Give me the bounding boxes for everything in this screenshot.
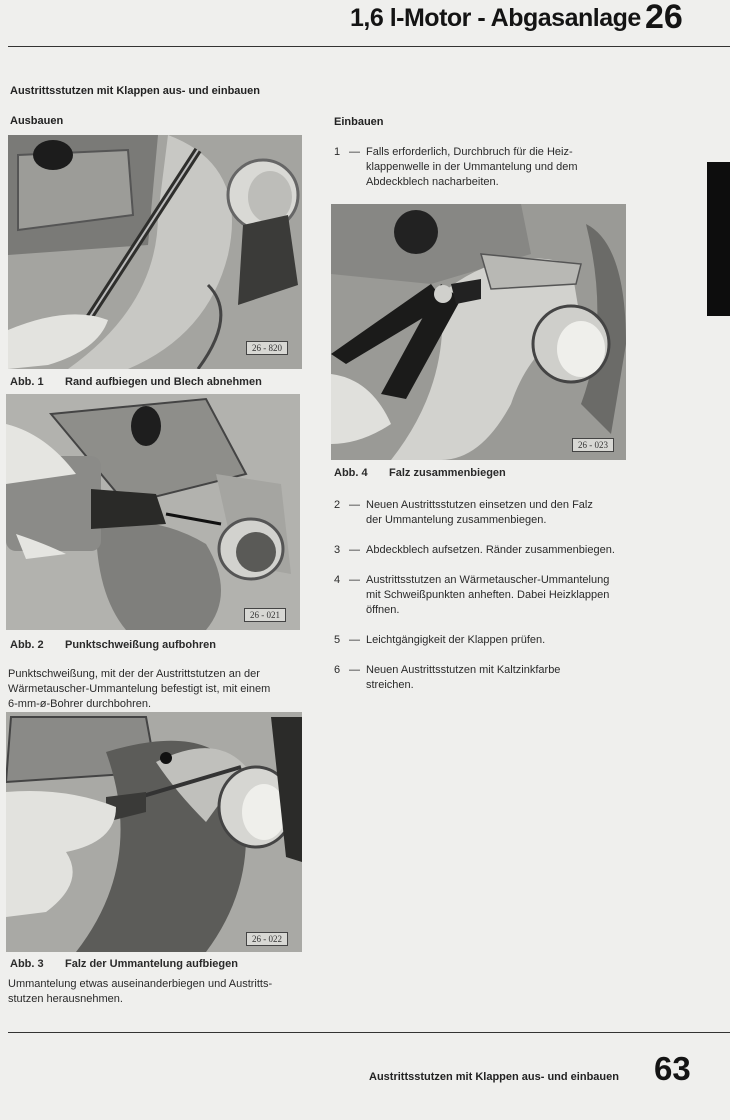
footer-title: Austrittsstutzen mit Klappen aus- und einbauen bbox=[369, 1071, 619, 1083]
figure-3-photo bbox=[6, 712, 302, 952]
section-title: Austrittsstutzen mit Klappen aus- und einbauen bbox=[10, 85, 260, 97]
figure-2-caption bbox=[10, 639, 216, 651]
paragraph-drill-line: Punktschweißung, mit der der Austrittstutzen an der bbox=[8, 668, 260, 680]
page-number: 63 bbox=[654, 1050, 691, 1087]
step-3-number: 3 bbox=[334, 544, 341, 556]
step-4-line: öffnen. bbox=[366, 604, 400, 616]
section-number: 26 bbox=[645, 0, 683, 36]
screwdriver-photo-icon bbox=[8, 135, 302, 369]
pliers-photo-icon bbox=[331, 204, 626, 460]
step-5-dash: — bbox=[349, 634, 360, 646]
step-4-line: mit Schweißpunkten anheften. Dabei Heizklappen bbox=[366, 589, 610, 601]
figure-3-code: 26 - 022 bbox=[246, 932, 288, 946]
step-5 bbox=[334, 633, 634, 648]
figure-1-caption-text: Rand aufbiegen und Blech abnehmen bbox=[65, 376, 262, 388]
step-3-dash: — bbox=[349, 544, 360, 556]
paragraph-drill bbox=[8, 667, 308, 712]
step-6-dash: — bbox=[349, 664, 360, 676]
step-1-line: klappenwelle in der Ummantelung und dem bbox=[366, 161, 578, 173]
figure-4-caption bbox=[334, 467, 506, 479]
step-1-line: Abdeckblech nacharbeiten. bbox=[366, 176, 499, 188]
figure-2-label: Abb. 2 bbox=[10, 639, 44, 651]
step-5-line: Leichtgängigkeit der Klappen prüfen. bbox=[366, 634, 546, 646]
subhead-einbauen: Einbauen bbox=[334, 116, 384, 128]
step-6-number: 6 bbox=[334, 664, 341, 676]
step-6 bbox=[334, 663, 634, 693]
subhead-ausbauen: Ausbauen bbox=[10, 115, 64, 127]
figure-4-label: Abb. 4 bbox=[334, 467, 368, 479]
figure-2-code: 26 - 021 bbox=[244, 608, 286, 622]
screwdriver-photo-icon bbox=[6, 712, 302, 952]
step-2-number: 2 bbox=[334, 499, 341, 511]
step-4 bbox=[334, 573, 634, 618]
paragraph-drill-line: Wärmetauscher-Ummantelung befestigt ist, mit einem bbox=[8, 683, 271, 695]
figure-2-caption-text: Punktschweißung aufbohren bbox=[65, 639, 216, 651]
step-4-dash: — bbox=[349, 574, 360, 586]
step-1-line: Falls erforderlich, Durchbruch für die Heiz- bbox=[366, 146, 573, 158]
step-1-dash: — bbox=[349, 146, 360, 158]
paragraph-drill-line: 6-mm-ø-Bohrer durchbohren. bbox=[8, 698, 152, 710]
step-2-line: der Ummantelung zusammenbiegen. bbox=[366, 514, 547, 526]
figure-1-caption bbox=[10, 376, 262, 388]
step-3-line: Abdeckblech aufsetzen. Ränder zusammenbiegen. bbox=[366, 544, 615, 556]
figure-3-caption-text: Falz der Ummantelung aufbiegen bbox=[65, 958, 238, 970]
figure-3-label: Abb. 3 bbox=[10, 958, 44, 970]
figure-4-caption-text: Falz zusammenbiegen bbox=[389, 467, 506, 479]
figure-3-caption bbox=[10, 958, 238, 970]
figure-2-photo bbox=[6, 394, 300, 630]
thumb-index-tab bbox=[707, 162, 730, 316]
paragraph-remove-line: stutzen herausnehmen. bbox=[8, 993, 123, 1005]
step-2 bbox=[334, 498, 634, 528]
step-2-line: Neuen Austrittsstutzen einsetzen und den Falz bbox=[366, 499, 593, 511]
step-4-line: Austrittsstutzen an Wärmetauscher-Ummantelung bbox=[366, 574, 610, 586]
figure-1-code: 26 - 820 bbox=[246, 341, 288, 355]
step-2-dash: — bbox=[349, 499, 360, 511]
step-5-number: 5 bbox=[334, 634, 341, 646]
step-3 bbox=[334, 543, 634, 558]
step-6-line: streichen. bbox=[366, 679, 414, 691]
figure-1-label: Abb. 1 bbox=[10, 376, 44, 388]
drill-photo-icon bbox=[6, 394, 300, 630]
figure-4-photo bbox=[331, 204, 626, 460]
step-1 bbox=[334, 145, 634, 190]
header-divider bbox=[8, 46, 730, 47]
footer-divider bbox=[8, 1032, 730, 1033]
paragraph-remove-line: Ummantelung etwas auseinanderbiegen und Austritts- bbox=[8, 978, 273, 990]
step-4-number: 4 bbox=[334, 574, 341, 586]
chapter-title: 1,6 l-Motor - Abgasanlage bbox=[350, 4, 641, 32]
paragraph-remove bbox=[8, 977, 308, 1007]
figure-1-photo bbox=[8, 135, 302, 369]
figure-4-code: 26 - 023 bbox=[572, 438, 614, 452]
step-1-number: 1 bbox=[334, 146, 341, 158]
step-6-line: Neuen Austrittsstutzen mit Kaltzinkfarbe bbox=[366, 664, 561, 676]
